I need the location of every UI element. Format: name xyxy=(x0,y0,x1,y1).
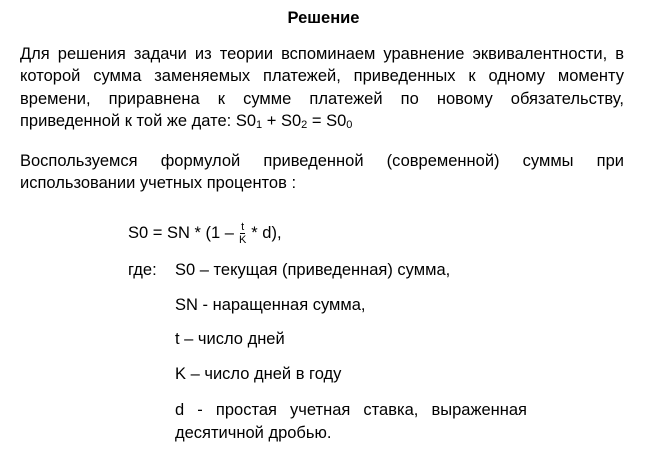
definition-k: K – число дней в году xyxy=(175,365,342,383)
paragraph-equivalence-text: Для решения задачи из теории вспоминаем уравнение эквивалентности, в которой сумма заменяемых платежей, приведенных к одному моменту времени, приравнена к сумме платежей по новому обязательству, приведенной к той же дате: xyxy=(20,45,624,130)
eq-equals: = xyxy=(307,111,327,130)
definition-sn: SN - наращенная сумма, xyxy=(175,296,366,314)
formula-right: * d), xyxy=(251,224,282,242)
paragraph-equivalence xyxy=(20,43,624,132)
section-heading: Решение xyxy=(287,9,360,27)
present-value-formula xyxy=(128,217,282,249)
eq-sub-1: 1 xyxy=(256,118,263,131)
formula-fraction xyxy=(238,221,247,246)
formula-left: S0 = SN * (1 – xyxy=(128,224,234,242)
paragraph-formula-intro: Воспользуемся формулой приведенной (современной) суммы при использовании учетных процентов : xyxy=(20,152,624,193)
definition-s0: S0 – текущая (приведенная) сумма, xyxy=(175,261,451,279)
eq-sub-3: 0 xyxy=(346,118,353,131)
eq-term-1: S0 xyxy=(235,111,257,130)
equivalence-equation xyxy=(236,112,353,130)
definition-t: t – число дней xyxy=(175,330,285,348)
fraction-denominator: K xyxy=(238,233,247,246)
eq-term-3: S0 xyxy=(326,111,347,130)
eq-term-2: S0 xyxy=(280,111,302,130)
fraction-numerator: t xyxy=(241,220,245,233)
eq-plus: + xyxy=(262,111,281,130)
eq-sub-2: 2 xyxy=(301,118,308,131)
where-label: где: xyxy=(128,261,157,279)
definition-d: d - простая учетная ставка, выраженная десятичной дробью. xyxy=(175,401,527,442)
